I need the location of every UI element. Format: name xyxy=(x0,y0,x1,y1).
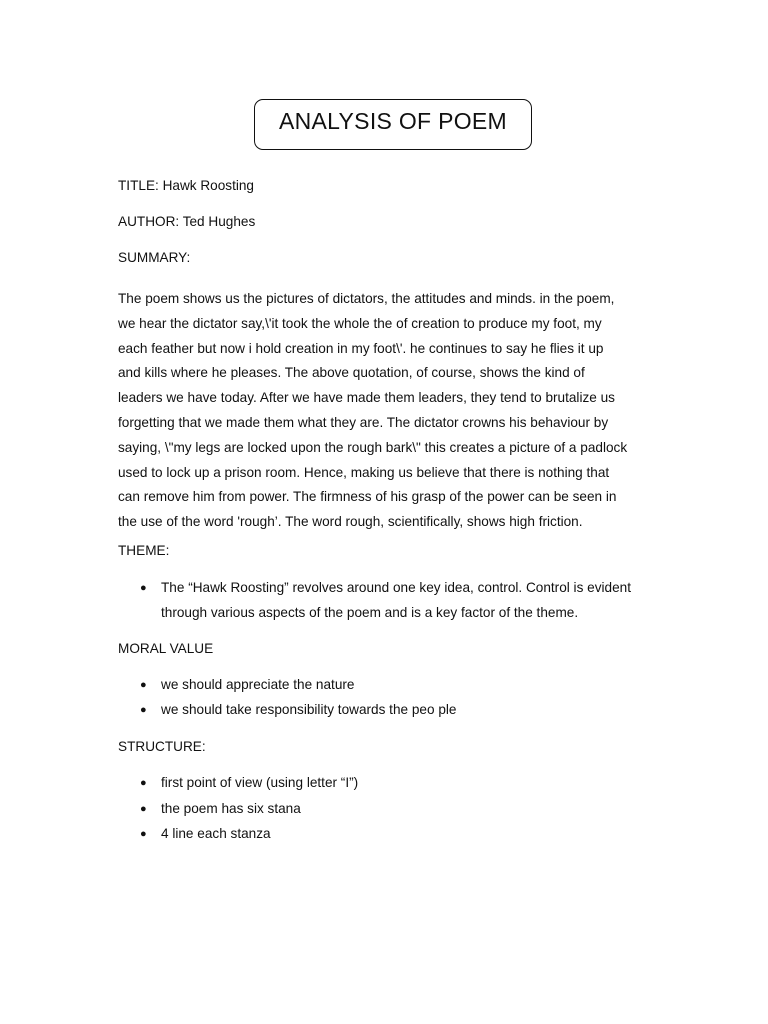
summary-line: used to lock up a prison room. Hence, making us believe that there is nothing that xyxy=(118,464,610,480)
theme-bullet-text xyxy=(161,576,631,625)
bullet-icon: ● xyxy=(140,679,147,691)
page-title: ANALYSIS OF POEM xyxy=(278,108,508,134)
summary-line: can remove him from power. The firmness of his grasp of the power can be seen in xyxy=(118,489,617,505)
structure-label: STRUCTURE: xyxy=(118,739,206,754)
summary-line: The poem shows us the pictures of dictators, the attitudes and minds. in the poem, xyxy=(118,291,615,306)
summary-line: forgetting that we made them what they are. The dictator crowns his behaviour by xyxy=(118,414,609,430)
summary-label: SUMMARY: xyxy=(118,250,191,265)
summary-line: we hear the dictator say,\'it took the whole the of creation to produce my foot, my xyxy=(118,315,602,331)
bullet-icon: ● xyxy=(140,828,147,840)
structure-bullet-text: 4 line each stanza xyxy=(161,826,271,841)
moral-bullet-text: we should appreciate the nature xyxy=(161,677,355,692)
bullet-icon: ● xyxy=(140,582,147,594)
summary-line: saying, \"my legs are locked upon the rough bark\" this creates a picture of a padlock xyxy=(118,439,628,455)
theme-label: THEME: xyxy=(118,543,170,558)
theme-bullet-line: The “Hawk Roosting” revolves around one key idea, control. Control is evident xyxy=(161,580,631,595)
structure-bullet-text: first point of view (using letter “I”) xyxy=(161,775,359,790)
theme-bullet-line: through various aspects of the poem and is a key factor of the theme. xyxy=(161,604,579,620)
moral-label: MORAL VALUE xyxy=(118,641,214,656)
summary-line: each feather but now i hold creation in my foot\'. he continues to say he flies it up xyxy=(118,340,604,356)
title-line: TITLE: Hawk Roosting xyxy=(118,178,254,193)
summary-line: and kills where he pleases. The above quotation, of course, shows the kind of xyxy=(118,365,585,381)
structure-bullet-text: the poem has six stana xyxy=(161,801,301,816)
author-line: AUTHOR: Ted Hughes xyxy=(118,214,256,229)
bullet-icon: ● xyxy=(140,803,147,815)
summary-line: the use of the word 'rough’. The word rough, scientifically, shows high friction. xyxy=(118,514,583,530)
bullet-icon: ● xyxy=(140,704,147,716)
summary-paragraph xyxy=(118,287,648,535)
heading-box xyxy=(254,99,532,150)
summary-line: leaders we have today. After we have made them leaders, they tend to brutalize us xyxy=(118,390,615,406)
bullet-icon: ● xyxy=(140,777,147,789)
moral-bullet-text: we should take responsibility towards the peo ple xyxy=(161,702,457,717)
